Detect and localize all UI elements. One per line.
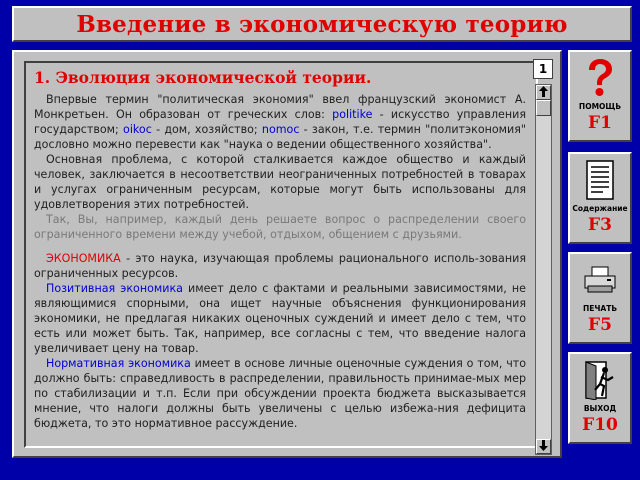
paragraph-text: Основная проблема, с которой сталкивается каждое общество и каждый человек, заключается в несоответствии неограниченных потребностей в товарах и услугах ограниченным ресурсам, которые могут быть использованы для удовлетворения этих потребностей. <box>34 153 526 211</box>
document-viewport <box>24 61 538 448</box>
arrow-up-icon <box>539 86 548 97</box>
paragraph <box>34 251 526 281</box>
contents-label: Содержание <box>572 204 628 213</box>
scroll-thumb[interactable] <box>536 100 551 116</box>
vertical-scrollbar[interactable] <box>535 84 552 455</box>
exit-door-icon <box>582 360 618 400</box>
print-key: F5 <box>588 315 612 335</box>
paragraph-list <box>34 92 526 431</box>
paragraph <box>34 212 526 242</box>
print-button[interactable] <box>568 252 632 344</box>
paragraph-text: - искусство управления государством; <box>34 108 526 136</box>
term-highlight: Позитивная экономика <box>46 282 183 295</box>
term-highlight: politike <box>332 108 373 121</box>
scroll-up-button[interactable] <box>536 85 551 100</box>
term-highlight: Нормативная экономика <box>46 357 191 370</box>
help-key: F1 <box>588 113 612 133</box>
contents-key: F3 <box>588 215 612 235</box>
document-content <box>34 68 526 431</box>
help-label: ПОМОЩЬ <box>578 102 622 111</box>
page-number: 1 <box>533 59 553 79</box>
exit-label: ВЫХОД <box>583 404 617 413</box>
paragraph-text: Впервые термин "политическая экономия" ввел французский экономист А. Монкретьен. Он образован от греческих слов: <box>34 93 526 121</box>
term-highlight: nomoc <box>261 123 300 136</box>
paragraph-text: имеет в основе личные оценочные суждения о том, что должно быть: справедливость в распределении, правильность принимае-мых мер по стабилизации и т.п. Если при обсуждении проекта бюджета высказывается мнение, что налоги должны быть увеличены с целью избежа-ния дефицита бюджета, то это нормативное рассуждение. <box>34 357 527 430</box>
term-highlight: oikoc <box>123 123 152 136</box>
section-heading: 1. Эволюция экономической теории. <box>34 68 372 87</box>
arrow-down-icon <box>539 440 548 451</box>
paragraph-text: имеет дело с фактами и реальными зависимостями, не являющимися спорными, она ищет научные объяснения функционирования экономики, не предлагая никаких оценочных суждений и имеет дело с тем, что есть или может быть. Так, например, все согласны с тем, что введение налога увеличивает цену на товар. <box>34 282 526 355</box>
paragraph-text: - закон, т.е. термин "политэкономия" дословно можно перевести как "наука о ведении общественного хозяйства". <box>34 123 526 151</box>
paragraph <box>34 356 526 431</box>
paragraph <box>34 281 526 356</box>
question-mark-icon <box>585 58 615 98</box>
term-highlight: ЭКОНОМИКА <box>46 252 121 265</box>
document-panel <box>12 50 562 458</box>
paragraph-text: - это наука, изучающая проблемы рационального исполь-зования ограниченных ресурсов. <box>34 252 526 280</box>
print-label: ПЕЧАТЬ <box>582 304 618 313</box>
title-bar <box>12 6 632 42</box>
printer-icon <box>583 260 617 300</box>
paragraph-text: Так, Вы, например, каждый день решаете вопрос о распределении своего ограниченного времени между учебой, отдыхом, общением с друзьями. <box>34 213 526 241</box>
document-icon <box>585 160 615 200</box>
scroll-down-button[interactable] <box>536 439 551 454</box>
help-button[interactable] <box>568 50 632 142</box>
paragraph <box>34 152 526 212</box>
paragraph-text: - дом, хозяйство; <box>151 123 262 136</box>
app-title: Введение в экономическую теорию <box>76 10 568 38</box>
exit-button[interactable] <box>568 352 632 444</box>
paragraph <box>34 92 526 152</box>
contents-button[interactable] <box>568 152 632 244</box>
exit-key: F10 <box>582 415 618 435</box>
